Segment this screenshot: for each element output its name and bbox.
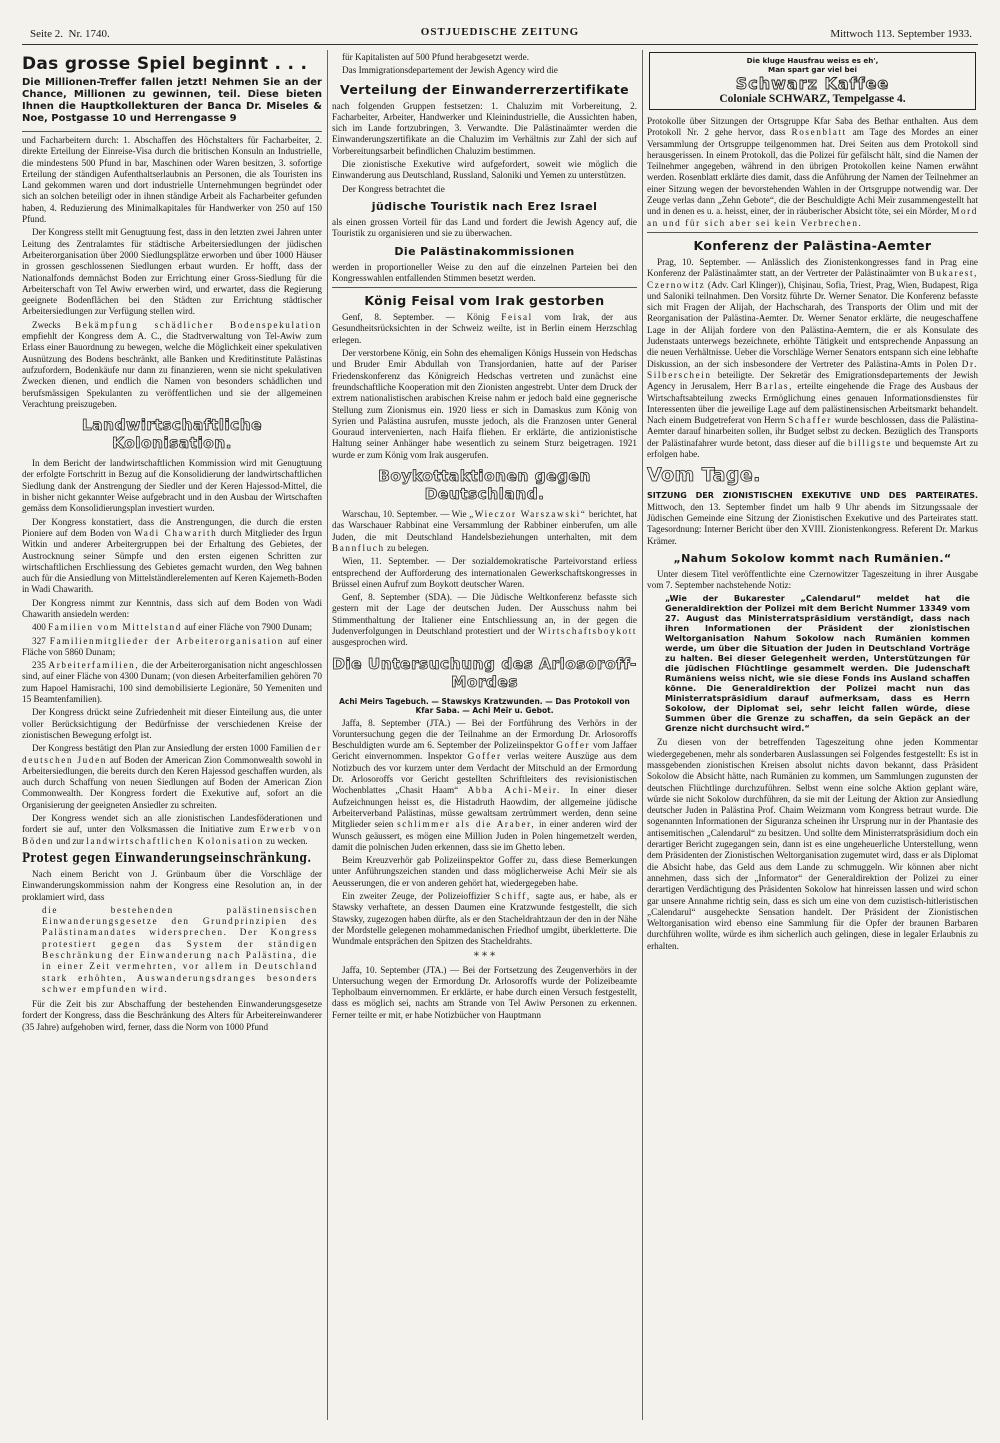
resolution-quote: die bestehenden palästinensischen Einwanderungsgesetze den Grundprinzipien des Palästinamandates widersprechen. Der Kongress protestiert gegen das System der ständigen Beschränkung der Einwanderung nach Palästina, die in einer Zeit vermehrten, vor allem in Deutschland stark erhöhten, Auswanderungsdranges besonders schwer empfunden wird. [42, 904, 318, 994]
section-separator: * * * [473, 950, 496, 962]
divider [647, 232, 978, 233]
paragraph: Der Kongress nimmt zur Kenntnis, dass sich auf dem Boden von Wadi Chawarith ansiedeln werden: [22, 597, 322, 619]
paragraph: Der verstorbene König, ein Sohn des ehemaligen Königs Hussein von Hedschas und Bruder Emir Abdullah von Transjordanien, hatte auf der Pariser Friedenskonferenz das Königreich Hedschas vertreten und zunächst eine freundschaftliche Kooperation mit den Zionisten angestrebt. Unter dem Druck der extrem nationalistischen arabischen Kreise nahm er jedoch bald eine gegnerische Stellung zum Zionismus ein. 1920 liess er sich in Damaskus zum König von Syrien und Palästina ausrufen, musste jedoch, als die Franzosen unter General Gouraud intervenierten, nach Haifa fliehen. Er erklärte, die antizionistische Haltung seiner Anhänger habe wesentlich zu seinem Sturz beigetragen. 1921 wurde er zum König vom Irak ausgerufen. [332, 348, 637, 460]
section-heading-colonisation: Landwirtschaftliche Kolonisation. [81, 416, 263, 453]
article-title-feisal: König Feisal vom Irak gestorben [364, 293, 605, 309]
page-header [22, 22, 978, 45]
paragraph: und Facharbeitern durch: 1. Abschaffen des Höchstalters für Facharbeiter, 2. direkte Erteilung der Einreise-Visa durch die britischen Konsuln an Industrielle, die mindestens 500 Pfund in bar, Maschinen oder Waren besitzen, 3. sofortige Erteilung der ständigen Aufenthaltserlaubnis an Personen, die als Touristen ins Land gekommen waren und dort industrielle Unternehmungen begründet oder sich an solchen beteiligt oder in ihnen ständige Arbeit als Facharbeiter gefunden haben, 4. Reduzierung des Minimalkapitales für Handwerker von 250 auf 150 Pfund. [22, 135, 322, 225]
paragraph: Der Kongress stellt mit Genugtuung fest, dass in den letzten zwei Jahren unter Leitung des Zentralamtes für städtische Arbeitersiedlungen der jüdischen Arbeiterorganisation über 2000 Siedlungsplätze erworben und über 1000 Häuser in grossen geschlossenen Siedlungen erbaut wurden. Er hofft, dass der Nationalfonds demnächst Boden zur Errichtung einer Gross-Siedlung für die Arbeiterschaft von Tel Awiw erwerben wird, und erwartet, dass die Regierung geeignete Bodenflächen bei den Städten zur Errichtung städtischer Arbeitersiedlungen zur Verfügung stellen wird. [22, 227, 322, 317]
ad-address: Coloniale SCHWARZ, Tempelgasse 4. [719, 93, 906, 105]
paragraph: nach folgenden Gruppen festsetzen: 1. Chaluzim mit Vorbereitung, 2. Facharbeiter, Arbeiter, Handwerker und Kleinindustrielle, die Aussichten haben, sich im Lande fortzubringen, 3. Verwandte. Die Palästinaämter werden die Einwanderungszertifikate an die Chaluzim im Verhältnis zur Zahl der sich auf Vorbereitungsarbeit befindlichen Chaluzim bestimmen. [332, 100, 637, 156]
paragraph: Der Kongress konstatiert, dass die Anstrengungen, die durch die ersten Pioniere auf dem Boden von Wadi Chawarith durch Mitglieder des Irgun Witkin und anderer Arbeitergruppen bei der Erhaltung des Gebietes, der Austrocknung seiner Sümpfe und den ersten eigenen Schritten zur wirtschaftlichen Erschliessung des Gebietes gemacht wurden, den Weg bahnen auch für die Ansiedlung von Mittelständlerelementen auf Keren Kajemeth-Boden in Wadi Chawarith. [22, 516, 323, 595]
column-2 [332, 52, 637, 1023]
article-title-arlosoroff: Die Untersuchung des Arlosoroff-Mordes [332, 654, 637, 691]
page-number-label: Seite 2. Nr. 1740. [30, 28, 110, 40]
ad-lead-text: Die Millionen-Treffer fallen jetzt! Nehmen Sie an der Chance, Millionen zu gewinnen, teil. Diese bieten Ihnen die Hauptkollekturen der Banca Dr. Miseles & Noe, Postgasse 10 und Herrengasse 9 [22, 77, 322, 124]
paragraph: Jaffa, 8. September (JTA.) — Bei der Fortführung des Verhörs in der Voruntersuchung gegen die der Teilnahme an der Ermordung Dr. Arlosoroffs Beschuldigten wurde am 6. September der Polizeiinspektor Goffer vom Jaffaer Gericht einvernommen. Inspektor Goffer verlas weitere Auszüge aus dem Notizbuch des vor kurzem unter dem Verdacht der Mitschuld an der Ermordung Dr. Arlosoroffs vor Gericht gestellten Schriftleiters des revisionistischen Wochenblattes „Chasit Haam“ Abba Achi-Meir. In einer dieser Aufzeichnungen heisst es, die Histadruth Haowdim, der allgemeine jüdische Arbeiterverband Palästinas, müsse gewaltsam zertrümmert werden, denn seine Mitglieder seien schlimmer als die Araber, in einer anderen wird der Wunsch geäussert, es mögen eine Million Juden in Polen hingemetzelt werden, damit die polnischen Juden erkennen, dass sie im Ghetto leben. [332, 717, 638, 852]
issue-date: Mittwoch 113. September 1933. [830, 28, 972, 40]
paragraph: Der Kongress wendet sich an alle zionistischen Landesföderationen und fordert sie auf, unter den Volksmassen die Initiative zum Erwerb von Böden und zur landwirtschaftlichen Kolonisation zu wecken. [22, 813, 323, 846]
paragraph: Der Kongress bestätigt den Plan zur Ansiedlung der ersten 1000 Familien der deutschen Juden auf Boden der American Zion Commonwealth sowohl in Arbeitersiedlungen, die bereits durch den Keren Hajessod geschaffen wurden, als auch durch Schaffung von neuen Siedlungen auf Boden der American Zion Commonwealth. Der Kongress fordert die Exekutive auf, sofort an die Organisierung der geeigneten Ansiedler zu schreiten. [22, 743, 323, 810]
paragraph: 235 Arbeiterfamilien, die der Arbeiterorganisation nicht angeschlossen sind, auf einer Fläche von 4300 Dunam; (von diesen Arbeiterfamilien gehören 70 zum Hapoel Hamisrachi, 100 sind demobilisierte Legionäre, 50 Yemeniten und 15 Beamtenfamilien). [22, 660, 323, 705]
paragraph: Nach einem Bericht von J. Grünbaum über die Vorschläge der Einwanderungskommission nahm der Kongress eine Resolution an, in der proklamiert wird, dass [22, 868, 322, 902]
paragraph: Für die Zeit bis zur Abschaffung der bestehenden Einwanderungsgesetze fordert der Kongress, dass die Beschränkung des Alters für Arbeitereinwanderer (35 Jahre) aufgehoben wird, ferner, dass die Norm von 1000 Pfund [22, 999, 322, 1032]
paragraph: Unter diesem Titel veröffentlichte eine Czernowitzer Tageszeitung in ihrer Ausgabe vom 7. September nachstehende Notiz: [647, 568, 978, 591]
paragraph: als einen grossen Vorteil für das Land und fordert die Jewish Agency auf, die Touristik zu organisieren und sie zu überwachen. [332, 216, 637, 239]
coffee-advertisement [649, 52, 976, 110]
paragraph: Wien, 11. September. — Der sozialdemokratische Parteivorstand erliess entsprechend der Aufforderung des internationalen Gewerkschaftskongresses in Brüssel einen Aufruf zum Boykott deutscher Waren. [332, 556, 637, 589]
ad-tagline: Die kluge Hausfrau weiss es eh', [746, 56, 879, 65]
paragraph: In dem Bericht der landwirtschaftlichen Kommission wird mit Genugtuung der erfolgte Fortschritt in Bezug auf die Konsolidierung der landwirtschaftlichen Siedlung dank der Anstrengung der Siedler und der Keren Hajessod-Mittel, die in bisher nicht gekannter Weise aufgebracht und in den Ausbau der Wirtschaften gemäss dem Konsolidierungsplan investiert wurden. [22, 458, 322, 514]
paragraph: Der Kongress drückt seine Zufriedenheit mit dieser Einteilung aus, die unter voller Berücksichtigung der Bedürfnisse der verschiedenen Kreise der zionistischen Bewegung erfolgt ist. [22, 707, 322, 740]
paragraph: 327 Familienmitglieder der Arbeiterorganisation auf einer Fläche von 5860 Dunam; [22, 635, 323, 657]
paragraph: Beim Kreuzverhör gab Polizeiinspektor Goffer zu, dass diese Bemerkungen unter Anführungszeichen standen und dass möglicherweise Achi Meïr sie als Aeusserungen, die er von anderen gehört hat, wiedergegeben habe. [332, 855, 637, 888]
paragraph: werden in proportioneller Weise zu den auf die einzelnen Parteien bei den Kongresswahlen entfallenden Stimmen besetzt werden. [332, 261, 637, 283]
paragraph: Das Immigrationsdepartement der Jewish Agency wird die [342, 65, 558, 76]
article-title-conference: Konferenz der Palästina-Aemter [693, 237, 932, 253]
article-title-sokolow: „Nahum Sokolow kommt nach Rumänien.“ [673, 551, 952, 565]
paragraph: Prag, 10. September. — Anlässlich des Zionistenkongresses fand in Prag eine Konferenz der Palästinaämter statt, an der Vertreter der Palästinaämter von Bukarest, Czernowitz (Adv. Carl Klinger)), Chişinau, Sofia, Triest, Prag, Wien, Budapest, Riga und Saloniki teilnahmen. Den Vorsitz führte Dr. Werner Senator. Die Konferenz befasste sich mit Fragen der Alijah, der Hachscharah, des Transports der Olim und mit der Reorganisation der Palästina-Aemter. Dr. Werner Senator erklärte, die neugeschaffene Lage in der Alijah fordere von den Palästina-Aemtern, die er als Konsulate des Judenstaats unterwegs bezeichnete, erhöhte Tätigkeit und entsprechende Anpassung an die neuen Verhältnisse. Ueber die Vorschläge Werner Senators entspann sich eine lebhafte Diskussion, an der sich insbesondere der Vertreter des Palästina-Amts in Polen Dr. Silberschein beteiligte. Der Sekretär des Emigrationsdepartements der Jewish Agency in Jerusalem, Herr Barlas, erteilte eingehende die Frage des Ausbaus der Wirtschaftsabteilung zwecks Ermöglichung eines genauen Informationsdienstes für Interessenten über die jeweilige Lage auf dem palästinensischen Arbeitsmarkt behandelt. Nach einem Budgetreferat von Herrn Schaffer wurde beschlossen, dass die Palästina-Aemter darauf hinarbeiten sollen, ihr Budget selbst zu decken. Bezüglich des Transports der Palästinafahrer wurde betont, dass dieser auf die billigste und bequemste Art zu erfolgen habe. [647, 256, 979, 460]
article-title-boycott: Boykottaktionen gegen Deutschland. [378, 467, 591, 504]
paragraph: Genf, 8. September (SDA). — Die Jüdische Weltkonferenz befasste sich gestern mit der Lage der deutschen Juden. Der Ausschuss nahm bei Stimmenthaltung der Italiener eine Entschliessung an, in der gegen die Judenverfolgungen in Deutschland protestiert und der Wirtschaftsboykott ausgesprochen wird. [332, 592, 638, 648]
newspaper-title: OSTJUEDISCHE ZEITUNG [420, 26, 580, 38]
section-heading-protest: Protest gegen Einwanderungseinschränkung. [22, 850, 312, 866]
article-subtitle: Achi Meirs Tagebuch. — Stawskys Kratzwunden. — Das Protokoll von Kfar Saba. — Achi Meïr u. Gebot. [339, 696, 630, 715]
paragraph: Jaffa, 10. September (JTA.) — Bei der Fortsetzung des Zeugenverhörs in der Untersuchung wegen der Ermordung Dr. Arlosoroffs wurde der Polizeibeamte Tepholbaum einvernommen. Er erklärte, er habe durch einen Versuch festgestellt, dass es möglich sei, nachts am Strande von Tel Awiw Personen zu erkennen. Ferner teilte er mit, er habe Notizbücher von Hauptmann [332, 964, 637, 1020]
paragraph: 400 Familien vom Mittelstand auf einer Fläche von 7900 Dunam; [32, 622, 313, 633]
newspaper-page [22, 22, 978, 1422]
paragraph: Zu diesen von der betreffenden Tageszeitung ohne jeden Kommentar wiedergegebenen, mehr als sonderbaren Auslassungen sei Folgendes festgestellt: Es ist in massgebenden zionistischen Kreisen absolut nichts davon bekannt, dass Präsident Sokolow die Absicht hätte, nach Rumänien zu kommen, um Sammlungen zugunsten der deutschen Flüchtlinge durchzuführen. Selbst wenn eine solche Aktion geplant wäre, würde sie nicht Sokolow durchführen, da sie mit der Leitung der Aktion zur Ansiedlung deutscher Juden in Palästina Prof. Chaim Weizmann vom Kongress betraut wurde. Die sogenannten Informationen der Siguranza scheinen ihr Ursprung nur in der Phantasie des antisemitischen „Calendarul“ zu besitzen. Und sollte dem Ministerratspräsidium doch ein derartiger Bericht zugegangen sein, dann ist es eine ungeheuerliche Unterstellung, wenn dem Präsidenten der Zionistischen Weltorganisation zugemutet wird, dass er als Diplomat die Absicht habe, das Geld aus dem Lande zu schmuggeln. Wir können aber nicht annehmen, dass sich der „Informator“ der Generaldirektion der Polizei zu einer derartigen Verdächtigung des Präsidenten Sokolow hat hinreissen lassen und wird schon gar unsere Annahme richtig sein, dass es sich um eine von dem cuzistisch-hitleristischen „Calendarul“ ausgeheckte Sensation handelt. Der Präsident der Zionistischen Weltorganisation wird ebenso eine Sammlung für die Opfer der braunen Barbaren durchführen wollte, würde es ihm sicherlich auch gelingen, diese in legaler Erlaubnis zu erhalten. [647, 737, 978, 951]
paragraph: Warschau, 10. September. — Wie „Wieczor Warszawski“ berichtet, hat das Warschauer Rabbinat eine Versammlung der Rabbiner einberufen, um alle Juden, die mit Deutschland Handelsbeziehungen unterhalten, mit dem Bannfluch zu belegen. [332, 509, 637, 553]
paragraph: Protokolle über Sitzungen der Ortsgruppe Kfar Saba des Bethar enthalten. Aus dem Protokoll Nr. 2 gehe hervor, dass Rosenblatt am Tage des Mordes an einer Versammlung der Ortsgruppe teilgenommen hat. Drei Seiten aus dem Protokoll sind herausgerissen. In einem Protokoll, das die Polizei für gefälscht hält, sind die Namen der Teilnehmer angegeben, während in den übrigen Protokollen keine Namen erwähnt werden. Rosenblatt erklärte dies damit, dass die Anführung der Namen der Teilnehmer an einer Sitzung wegen der bevorstehenden Wahlen in der Ortsgruppe notwendig war. Der Zeuge verlas dann „Zehn Gebote“, die der Beschuldigte Achi Meïr zusammengestellt hat und in denen es u. a. heisst, einer, der in räuberischer Absicht töte, sei ein Mörder, Mord an und für sich aber sei kein Verbrechen. [647, 116, 979, 228]
column-3 [647, 52, 978, 954]
paragraph: SITZUNG DER ZIONISTISCHEN EXEKUTIVE UND DES PARTEIRATES. Mittwoch, den 13. September findet um halb 9 Uhr abends im Sitzungssaale der Jüdischen Gemeinde eine Sitzung der Zionistischen Exekutive und des Parteirates statt. Tagesordnung: Interner Bericht über den XVIII. Zionistenkongress. Referent Dr. Markus Krämer. [647, 491, 978, 546]
ad-tagline: Man spart gar viel bei [768, 65, 857, 74]
paragraph: Die zionistische Exekutive wird aufgefordert, soweit wie möglich die Einwanderung aus Deutschland, Russland, Saloniki und Yemen zu unterstützen. [332, 159, 637, 181]
paragraph: Ein zweiter Zeuge, der Polizeioffizier Schiff, sagte aus, er habe, als er Stawsky verhaftete, an dessen Daumen eine Kratzwunde festgestellt, die sich Stawsky, zugezogen haben dürfte, als er den Stacheldrahtzaun der den in der Nähe der Mordstelle gelegenen mohammedanischen Friedhof umgibt, überkletterte. Die Wundmale entsprächen den Spitzen des Stacheldrahts. [332, 891, 638, 947]
divider [22, 131, 322, 132]
section-heading-certificates: Verteilung der Einwanderrerzertifikate [340, 81, 629, 97]
ad-headline: Das grosse Spiel beginnt . . . [22, 54, 308, 74]
paragraph: Der Kongress betrachtet die [342, 183, 445, 194]
section-heading-commissions: Die Palästinakommissionen [394, 244, 575, 258]
section-heading-vom-tage: Vom Tage. [647, 464, 761, 487]
column-1 [22, 52, 322, 1035]
column-divider [642, 50, 643, 1420]
column-divider [327, 50, 328, 1420]
section-heading-tourism: jüdische Touristik nach Erez Israel [371, 199, 598, 213]
paragraph: Genf, 8. September. — König Feisal vom Irak, der aus Gesundheitsrücksichten in der Schweiz weilte, ist in Berlin einem Herzschlag erlegen. [332, 312, 638, 345]
ad-brand: Schwarz Kaffee [735, 74, 890, 93]
quoted-report: „Wie der Bukarester „Calendarul“ meldet hat die Generaldirektion der Polizei mit dem Bericht Nummer 13349 vom 27. August das Ministerratspräsidium verständigt, dass nach ihren Informationen der Präsident der zionistischen Weltorganisation Nahum Sokolow nach Rumänien kommen werde, um über die Situation der Juden in Deutschland Vorträge zu halten. Bei dieser Gelegenheit werden, Unterstützungen für die jüdischen Flüchtlinge gesammelt werden. Die Judenschaft Rumäniens weiss nicht, wie sie diese Fonds ins Ausland schaffen könne. Die Generaldirektion der Polizei macht nun das Ministerratspräsidium darauf aufmerksam, dass es Herrn Sokolow, der Diplomat sei, sehr leicht fallen würde, diese Summen über die Grenze zu schaffen, da sein Gepäck an der Grenze nicht durchsucht wird.“ [665, 593, 970, 734]
paragraph: Zwecks Bekämpfung schädlicher Bodenspekulation empfiehlt der Kongress dem A. C., die Stadtverwaltung von Tel-Awiw zum Erlass einer Bauordnung zu bewegen, welche die Möglichkeit einer spekulativen Ausnützung des Bodens beschränkt, alle Banken und Kreditinstitute Palästinas aufzufordern, Bodenkäufe nur dann zu finanzieren, wenn sie nicht spekulativen Zwecken dienen, und endlich die Namen von besonders schädlichen und berufsmässigen Spekulanten zu veröffentlichen und sie der allgemeinen Verachtung preiszugeben. [22, 319, 322, 409]
divider [332, 287, 637, 288]
paragraph: für Kapitalisten auf 500 Pfund herabgesetzt werde. [342, 52, 530, 62]
